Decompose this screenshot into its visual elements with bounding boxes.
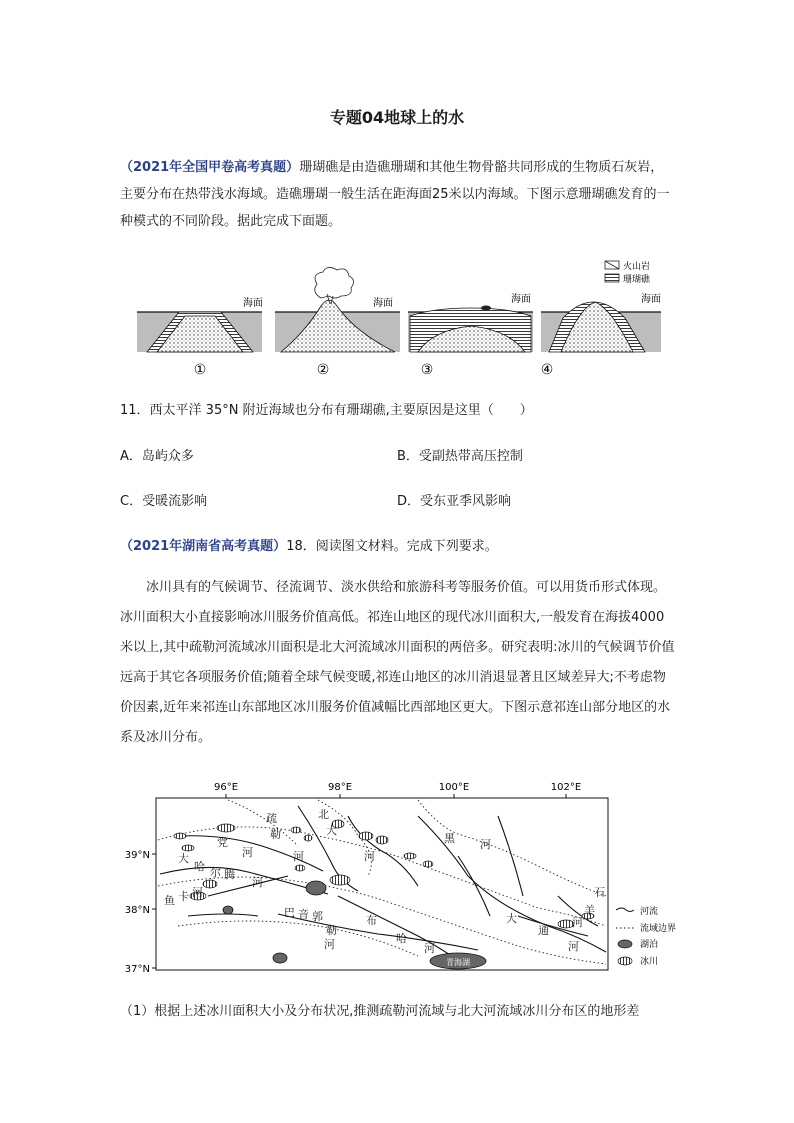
stage-1-panel — [137, 296, 263, 352]
stage-label-1: ① — [193, 362, 207, 378]
stage-4-panel — [541, 292, 661, 352]
section1-text: 珊瑚礁是由造礁珊瑚和其他生物骨骼共同形成的生物质石灰岩，主要分布在热带浅水海域。造礁珊瑚一般生活在距海面25米以内海域。下图示意珊瑚礁发育的一种模式的不同阶段。据此完成下面题。 — [120, 160, 670, 229]
river-char: 哈 — [396, 932, 407, 945]
river-char: 大 — [506, 912, 517, 925]
section1-source: （2021年全国甲卷高考真题） — [120, 160, 300, 175]
legend-coral: 珊瑚礁 — [623, 275, 651, 285]
section2-paragraph: 冰川具有的气候调节、径流调节、淡水供给和旅游科考等服务价值。可以用货币形式体现。冰川面积大小直接影响冰川服务价值高低。祁连山地区的现代冰川面积大,一般发育在海拔4000米以上,其中疏勒河流域冰川面积是北大河流域冰川面积的两倍多。研究表明:冰川的气候调节价值远高于其它各项服务价值;随着全球气候变暖,祁连山地区的冰川消退显著且区域差异大;不考虑物价因素,近年来祁连山东部地区冰川服务价值减幅比西部地区更大。下图示意祁连山部分地区的水系及冰川分布。 — [120, 580, 675, 745]
section2-heading — [120, 538, 498, 556]
river-char: 郭 — [312, 910, 323, 923]
section1-paragraph — [120, 154, 676, 235]
river-char: 勒 — [270, 828, 281, 841]
river-char: 河 — [572, 916, 583, 929]
lon-100: 100°E — [438, 782, 470, 793]
river-char: 河 — [424, 942, 435, 955]
lat-39: 39°N — [124, 850, 150, 861]
river-char: 哈 — [194, 860, 205, 873]
lat-37: 37°N — [124, 964, 150, 975]
map-legend — [616, 905, 676, 967]
river-char: 巴 — [284, 906, 295, 919]
river-char: 河 — [480, 838, 491, 851]
qinghai-lake-label: 青海湖 — [446, 958, 470, 967]
river-char: 大 — [326, 824, 337, 837]
river-char: 大 — [178, 852, 189, 865]
option-b: B．受副热带高压控制 — [397, 449, 523, 464]
stage-label-2: ② — [316, 362, 330, 378]
stage-label-4: ④ — [540, 362, 554, 378]
legend-lake: 湖泊 — [640, 940, 659, 950]
reef-legend — [605, 260, 651, 285]
river-char: 羊 — [584, 904, 595, 917]
river-char: 河 — [324, 938, 335, 951]
river-char: 通 — [538, 924, 549, 937]
river-char: 北 — [318, 808, 329, 821]
sea-label-3: 海面 — [511, 294, 531, 305]
legend-volcanic: 火山岩 — [623, 262, 651, 272]
river-char: 河 — [364, 850, 375, 863]
stage-label-3: ③ — [420, 362, 434, 378]
lon-102: 102°E — [550, 782, 582, 793]
question-11: 11．西太平洋 35°N 附近海域也分布有珊瑚礁,主要原因是这里（ ） — [120, 403, 533, 418]
option-c: C．受暖流影响 — [120, 494, 208, 509]
river-char: 腾 — [224, 868, 235, 881]
lon-96: 96°E — [213, 782, 239, 793]
coral-reef-figure — [133, 258, 663, 383]
legend-river: 河流 — [640, 907, 659, 917]
question-1: （1）根据上述冰川面积大小及分布状况,推测疏勒河流域与北大河流域冰川分布区的地形差 — [120, 1004, 640, 1019]
river-char: 河 — [293, 850, 304, 863]
lat-38: 38°N — [124, 905, 150, 916]
lon-98: 98°E — [327, 782, 353, 793]
section2-source: （2021年湖南省高考真题） — [120, 539, 287, 554]
qilian-map — [118, 776, 703, 976]
stage-3-panel — [408, 292, 533, 352]
legend-glacier: 冰川 — [640, 957, 659, 967]
river-char: 黑 — [444, 832, 455, 845]
sea-label-1: 海面 — [243, 298, 263, 309]
option-a: A．岛屿众多 — [120, 449, 194, 464]
river-char: 石 — [594, 886, 605, 899]
legend-boundary: 流域边界 — [640, 924, 677, 934]
river-char: 河 — [252, 876, 263, 889]
stage-2-panel — [275, 267, 400, 352]
river-char: 鱼 — [164, 894, 175, 907]
river-char: 音 — [298, 908, 309, 921]
page-title: 专题04地球上的水 — [329, 108, 465, 127]
sea-label-2: 海面 — [373, 298, 393, 309]
river-char: 布 — [366, 914, 377, 927]
river-char: 尔 — [210, 866, 221, 879]
river-char: 卡 — [178, 890, 189, 903]
option-d: D．受东亚季风影响 — [397, 494, 512, 509]
river-char: 河 — [192, 886, 203, 899]
section2-intro: 18．阅读图文材料。完成下列要求。 — [286, 539, 498, 554]
river-char: 疏 — [266, 812, 277, 825]
river-char: 河 — [242, 846, 253, 859]
river-char: 党 — [217, 836, 228, 849]
river-char: 勒 — [326, 924, 337, 937]
river-char: 河 — [568, 940, 579, 953]
sea-label-4: 海面 — [641, 294, 661, 305]
